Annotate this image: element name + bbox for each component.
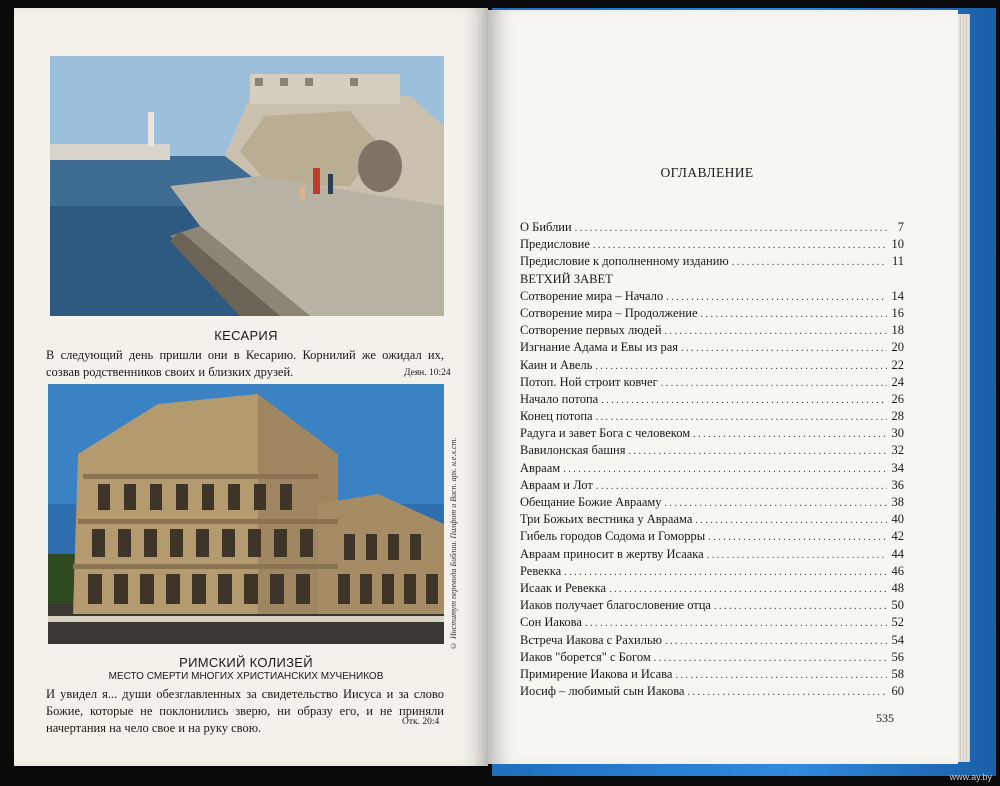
toc-entry-title: Каин и Авель	[520, 357, 593, 372]
toc-entry-page: 20	[891, 340, 904, 355]
toc-entry-page: 11	[891, 254, 904, 269]
toc-dot-leader	[596, 409, 887, 426]
toc-entry	[520, 614, 904, 631]
toc-entry-title: Авраам и Лот	[520, 477, 593, 492]
toc-entry-title: Иаков получает благословение отца	[520, 598, 711, 613]
toc-entry	[520, 425, 904, 442]
toc-entry-page: 32	[891, 443, 904, 458]
revelation-verse-reference: Отк. 20:4	[402, 717, 440, 727]
toc-heading: ОГЛАВЛЕНИЕ	[660, 165, 754, 180]
table-of-contents	[520, 219, 904, 700]
toc-entry-title: Предисловие	[520, 237, 590, 252]
toc-entry-page: 38	[891, 495, 904, 509]
toc-entry-title: Встреча Иакова с Рахилью	[520, 632, 663, 647]
toc-dot-leader	[596, 478, 887, 495]
toc-dot-leader	[564, 564, 887, 581]
toc-entry-page: 48	[891, 580, 904, 595]
toc-entry-page: 50	[891, 598, 904, 613]
toc-dot-leader	[665, 495, 887, 512]
toc-dot-leader	[701, 306, 888, 323]
toc-entry-page: 28	[891, 409, 904, 424]
colosseum-caption: РИМСКИЙ КОЛИЗЕЙ	[179, 655, 313, 670]
toc-entry-title: Сон Иакова	[520, 615, 582, 630]
toc-dot-leader	[665, 633, 887, 650]
colosseum-subcaption: МЕСТО СМЕРТИ МНОГИХ ХРИСТИАНСКИХ МУЧЕНИКОВ	[108, 671, 384, 682]
toc-dot-leader	[714, 598, 887, 615]
toc-entry-page: 18	[891, 323, 904, 338]
page-number: 535	[876, 711, 894, 725]
toc-dot-leader	[601, 392, 887, 409]
toc-entry-title: Сотворение мира – Продолжение	[520, 305, 698, 320]
toc-entry	[520, 322, 904, 339]
toc-dot-leader	[693, 426, 887, 443]
toc-entry-title: Конец потопа	[520, 409, 593, 424]
toc-entry	[520, 563, 904, 580]
toc-entry-page: 60	[891, 684, 904, 699]
toc-entry	[520, 632, 904, 649]
toc-entry-title: Обещание Божие Аврааму	[520, 495, 662, 509]
toc-entry-title: Примирение Иакова и Исава	[520, 666, 673, 681]
toc-entry-page: 10	[891, 237, 904, 252]
toc-dot-leader	[609, 581, 887, 598]
toc-entry	[520, 253, 904, 270]
toc-entry-title: Исаак и Ревекка	[520, 580, 607, 595]
toc-dot-leader	[595, 358, 887, 375]
toc-entry-title: Вавилонская башня	[520, 443, 626, 458]
toc-entry	[520, 219, 904, 236]
toc-dot-leader	[593, 237, 887, 254]
toc-entry-title: Сотворение первых людей	[520, 323, 662, 338]
toc-entry	[520, 408, 904, 425]
toc-entry-page: 34	[891, 460, 904, 475]
toc-entry-title: Иаков "борется" с Богом	[520, 649, 651, 664]
toc-entry	[520, 391, 904, 408]
toc-dot-leader	[563, 461, 887, 478]
toc-entry-title: Потоп. Ной строит ковчег	[520, 374, 658, 389]
toc-entry-page: 22	[891, 357, 904, 372]
toc-entry-title: Радуга и завет Бога с человеком	[520, 426, 691, 441]
toc-dot-leader	[654, 650, 887, 667]
toc-entry	[520, 580, 904, 597]
toc-entry-page: 52	[891, 615, 904, 630]
toc-entry	[520, 666, 904, 683]
toc-entry-title: Изгнание Адама и Евы из рая	[520, 340, 678, 355]
toc-entry	[520, 305, 904, 322]
toc-entry-page: 24	[891, 374, 904, 389]
toc-entry	[520, 494, 904, 511]
caesarea-verse-reference: Деян. 10:24	[404, 368, 451, 378]
toc-entry	[520, 442, 904, 459]
watermark: www.ay.by	[949, 772, 992, 782]
colosseum-photo	[48, 384, 444, 644]
toc-entry	[520, 528, 904, 545]
toc-entry	[520, 683, 904, 700]
toc-entry-title: Предисловие к дополненному изданию	[520, 254, 729, 269]
toc-entry	[520, 460, 904, 477]
toc-dot-leader	[695, 512, 887, 529]
toc-dot-leader	[628, 443, 887, 460]
toc-entry-page: 40	[891, 512, 904, 527]
toc-dot-leader	[707, 547, 887, 564]
revelation-verse: И увидел я... души обезглавленных за свидетельство Иисуса и за слово Божие, которые не поклонились зверю, ни образу его, и не приняли начертания на чело свое и на руку свою.	[46, 687, 444, 735]
toc-dot-leader	[687, 684, 887, 701]
toc-entry	[520, 511, 904, 528]
toc-dot-leader	[585, 615, 887, 632]
toc-dot-leader	[708, 529, 887, 546]
page-edges	[958, 14, 970, 762]
toc-entry-page: 54	[891, 632, 904, 647]
toc-dot-leader	[681, 340, 887, 357]
toc-entry-page: 56	[891, 649, 904, 664]
toc-entry	[520, 288, 904, 305]
toc-dot-leader	[675, 667, 887, 684]
toc-dot-leader	[666, 289, 887, 306]
toc-entry	[520, 546, 904, 563]
toc-dot-leader	[732, 254, 887, 271]
toc-entry-title: Авраам приносит в жертву Исаака	[520, 546, 704, 561]
toc-entry-page: 58	[891, 666, 904, 681]
toc-entry-title: Сотворение мира – Начало	[520, 288, 664, 303]
toc-entry-title: О Библии	[520, 220, 572, 234]
toc-entry-title: Три Божьих вестника у Авраама	[520, 512, 693, 527]
toc-dot-leader	[665, 323, 887, 340]
toc-entry-page: 7	[897, 220, 904, 234]
toc-entry-page: 36	[891, 477, 904, 492]
toc-entry	[520, 236, 904, 253]
toc-entry	[520, 649, 904, 666]
caesarea-photo	[50, 56, 444, 316]
toc-entry-page: 30	[891, 426, 904, 441]
photo-credit: © Институт перевода Библии. Палфот и Висп. арх. н.е.х.ст.	[449, 437, 458, 650]
toc-entry-page: 42	[891, 529, 904, 544]
toc-dot-leader	[575, 220, 887, 237]
toc-entry-page: 44	[891, 546, 904, 561]
caesarea-verse: В следующий день пришли они в Кесарию. Корнилий же ожидал их, созвав родственников своих и близких друзей.	[46, 348, 444, 379]
toc-entry-title: Иосиф – любимый сын Иакова	[520, 684, 685, 699]
toc-entry-title: Ревекка	[520, 563, 562, 578]
toc-entry-page: 14	[891, 288, 904, 303]
toc-entry	[520, 357, 904, 374]
toc-entry-title: Гибель городов Содома и Гоморры	[520, 529, 706, 544]
toc-entry-title: Начало потопа	[520, 391, 599, 406]
toc-entry-title: Авраам	[520, 460, 561, 475]
toc-dot-leader	[661, 375, 887, 392]
toc-entry	[520, 339, 904, 356]
toc-section-heading: ВЕТХИЙ ЗАВЕТ	[520, 271, 613, 286]
toc-entry-page: 46	[891, 563, 904, 578]
toc-entry	[520, 597, 904, 614]
toc-entry-page: 16	[891, 305, 904, 320]
toc-entry	[520, 477, 904, 494]
caesarea-caption: КЕСАРИЯ	[214, 328, 278, 343]
toc-entry	[520, 374, 904, 391]
toc-entry-page: 26	[891, 391, 904, 406]
